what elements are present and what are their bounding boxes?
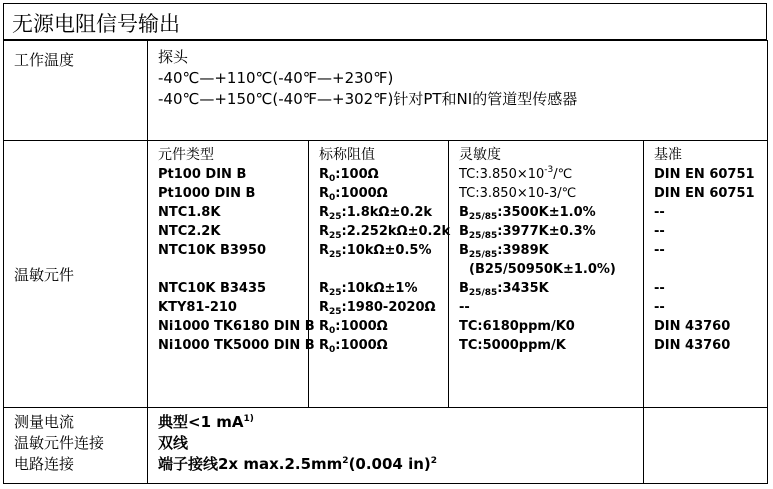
standard-item: DIN EN 60751 <box>654 167 755 182</box>
sensitivity-item: TC:5000ppm/K <box>459 338 566 353</box>
operating-temp-label: 工作温度 <box>4 41 148 141</box>
section-title: 无源电阻信号输出 <box>12 12 180 36</box>
sensor-label: 温敏元件 <box>4 141 148 408</box>
header-sensitivity: 灵敏度 <box>459 147 501 163</box>
sensitivity-item: TC:3.850×10-3/℃ <box>459 186 577 201</box>
sensitivity-note: (B25/50950K±1.0%) <box>469 262 616 277</box>
standard-item: -- <box>654 243 665 258</box>
spec-table <box>3 40 768 484</box>
type-item: Ni1000 TK6180 DIN B <box>158 319 315 334</box>
sensitivity-item: $TC:3.850\times 10^{-3}/℃$ <box>459 165 573 182</box>
header-element-type: 元件类型 <box>158 147 214 163</box>
type-item: Pt1000 DIN B <box>158 186 256 201</box>
sensitivity-item: -- <box>459 300 470 315</box>
connection-values <box>148 408 644 484</box>
type-item: Pt100 DIN B <box>158 167 247 182</box>
row-connection <box>4 408 768 484</box>
col-element-type <box>148 141 315 408</box>
resistance-item: $R_{25}:10k\Omega\pm 0.5\%$ <box>319 243 432 260</box>
row-operating-temp <box>4 41 768 141</box>
resistance-item: $R_{25}:1980-2020\Omega$ <box>319 300 436 317</box>
sensitivity-item: $B_{25/85}:3435K$ <box>459 281 549 298</box>
connection-labels <box>4 408 148 484</box>
operating-temp-value <box>148 41 768 141</box>
resistance-item: $R_0:100\Omega$ <box>319 167 379 184</box>
probe-range: -40℃—+110℃(-40℉—+230℉) <box>158 69 394 87</box>
sensitivity-item: TC:6180ppm/K0 <box>459 319 575 334</box>
standard-item: -- <box>654 205 665 220</box>
resistance-item: $R_{25}:1.8k\Omega\pm 0.2k$ <box>319 205 433 222</box>
measure-current-value: 典型<1 $mA^{1)}$ <box>158 413 254 431</box>
header-nominal-resistance: 标称阻值 <box>319 147 375 163</box>
type-item: NTC10K B3950 <box>158 243 267 258</box>
duct-range: -40℃—+150℃(-40℉—+302℉)针对PT和NI的管道型传感器 <box>158 90 578 108</box>
sensitivity-item: $B_{25/85}:3500K\pm 1.0\%$ <box>459 205 596 222</box>
standard-item: -- <box>654 224 665 239</box>
row-sensor <box>4 141 768 408</box>
standard-item: DIN EN 60751 <box>654 186 755 201</box>
resistance-item: $R_{25}:2.252k\Omega\pm 0.2k$ <box>319 224 451 241</box>
standard-item: -- <box>654 281 665 296</box>
col-sensitivity <box>449 141 644 408</box>
resistance-item: $R_0:1000\Omega$ <box>319 186 388 203</box>
type-item: NTC2.2K <box>158 224 221 239</box>
type-item: NTC1.8K <box>158 205 221 220</box>
sensitivity-item: $B_{25/85}:3989K$ <box>459 243 549 260</box>
section-title-box <box>3 3 767 40</box>
col-nominal-resistance <box>309 141 449 408</box>
resistance-item: $R_0:1000\Omega$ <box>319 338 388 355</box>
standard-item: DIN 43760 <box>654 319 731 334</box>
measure-current-label: 测量电流 <box>14 413 75 431</box>
element-connection-label: 温敏元件连接 <box>14 434 105 452</box>
type-item: Ni1000 TK5000 DIN B <box>158 338 315 353</box>
resistance-item: $R_{25}:10k\Omega\pm 1\%$ <box>319 281 418 298</box>
type-item: KTY81-210 <box>158 300 237 315</box>
resistance-item: $R_0:1000\Omega$ <box>319 319 388 336</box>
standard-item: DIN 43760 <box>654 338 731 353</box>
sensitivity-item: $B_{25/85}:3977K\pm 0.3\%$ <box>459 224 596 241</box>
header-standard: 基准 <box>654 147 682 163</box>
connection-empty-cell <box>644 408 768 484</box>
circuit-connection-label: 电路连接 <box>14 455 75 473</box>
standard-item: -- <box>654 300 665 315</box>
terminal-value: 端子接线2x $\max.2.5mm^2(0.004$ in)$^2$ <box>158 455 438 473</box>
probe-label: 探头 <box>158 48 189 66</box>
element-connection-value: 双线 <box>158 434 189 452</box>
type-item: NTC10K B3435 <box>158 281 267 296</box>
col-standard <box>644 141 768 408</box>
